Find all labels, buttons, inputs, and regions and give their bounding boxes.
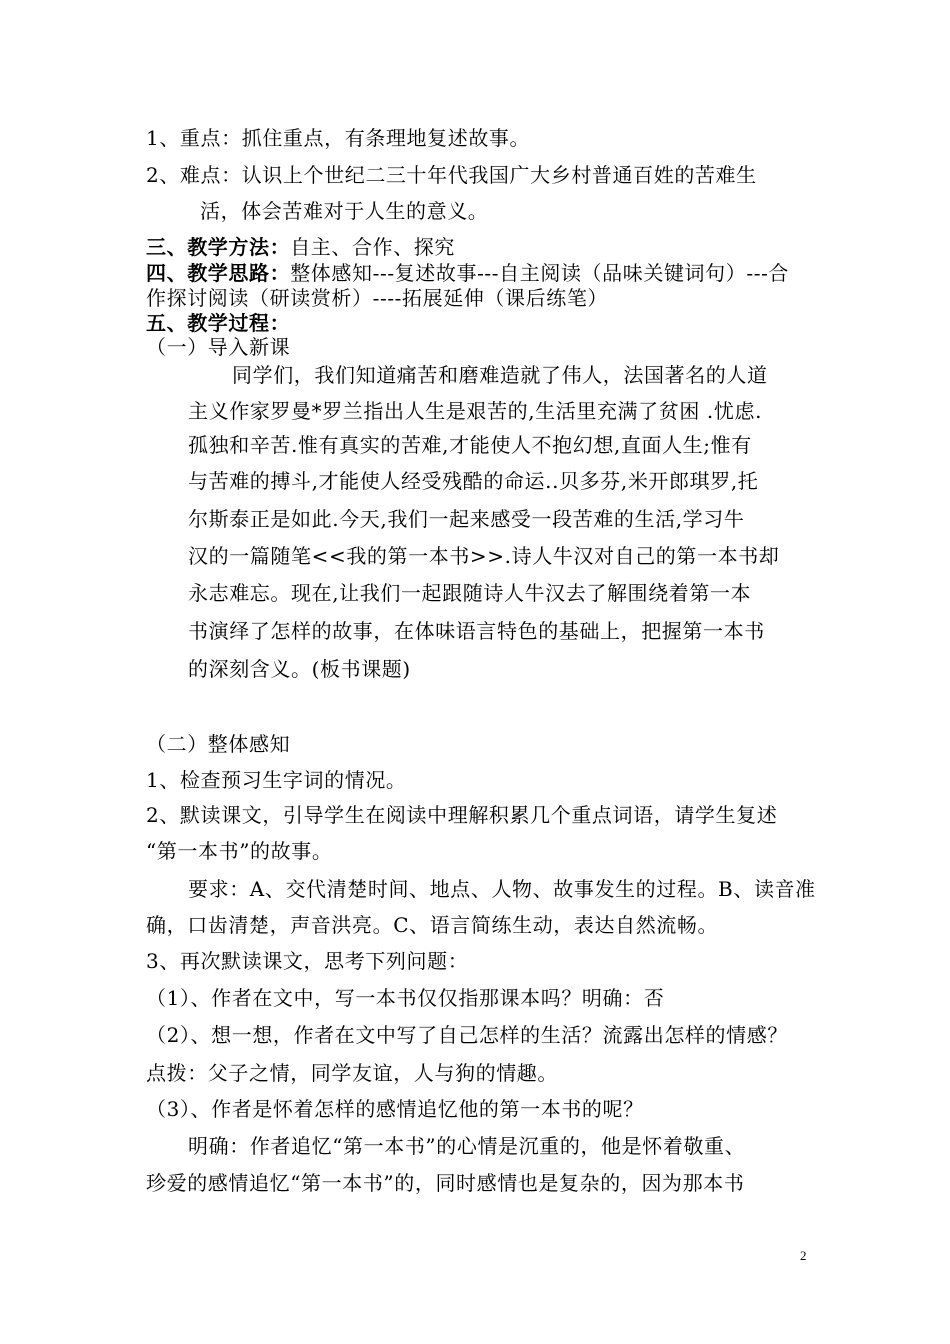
key-point-line: 1、重点：抓住重点，有条理地复述故事。 xyxy=(146,126,531,150)
step-three-line: 3、再次默读课文，思考下列问题： xyxy=(146,949,469,973)
intro-paragraph-line-7: 永志难忘。现在,让我们一起跟随诗人牛汉去了解围绕着第一本 xyxy=(188,581,752,605)
intro-paragraph-line-5: 尔斯泰正是如此.今天,我们一起来感受一段苦难的生活,学习牛 xyxy=(188,507,745,531)
teaching-approach-line xyxy=(146,260,789,286)
section-two-heading: （二）整体感知 xyxy=(146,732,291,756)
teaching-method-label: 三、教学方法： xyxy=(146,235,291,259)
question-three-line: （3）、作者是怀着怎样的感情追忆他的第一本书的呢？ xyxy=(146,1097,644,1121)
intro-paragraph-line-1: 同学们，我们知道痛苦和磨难造就了伟人，法国著名的人道 xyxy=(232,363,768,387)
intro-paragraph-line-4: 与苦难的搏斗,才能使人经受残酷的命运..贝多芬,米开郎琪罗,托 xyxy=(188,469,759,493)
step-two-continuation: “第一本书”的故事。 xyxy=(146,839,333,863)
intro-paragraph-line-8: 书演绎了怎样的故事，在体味语言特色的基础上，把握第一本书 xyxy=(188,619,765,643)
answer-line-2: 珍爱的感情追忆“第一本书”的，同时感情也是复杂的，因为那本书 xyxy=(146,1171,745,1195)
teaching-approach-body: 整体感知---复述故事---自主阅读（品味关键词句）---合 xyxy=(290,261,790,285)
teaching-method-line xyxy=(146,234,455,260)
step-one-line: 1、检查预习生字词的情况。 xyxy=(146,768,407,792)
page-number: 2 xyxy=(800,1248,807,1263)
teaching-process-heading: 五、教学过程： xyxy=(146,311,291,335)
requirements-line-1: 要求：A、交代清楚时间、地点、人物、故事发生的过程。B、读音准 xyxy=(188,877,816,901)
question-two-line: （2）、想一想，作者在文中写了自己怎样的生活？流露出怎样的情感？ xyxy=(146,1023,788,1047)
difficulty-line: 2、难点：认识上个世纪二三十年代我国广大乡村普通百姓的苦难生 xyxy=(146,163,757,187)
teaching-method-body: 自主、合作、探究 xyxy=(290,235,456,259)
intro-paragraph-line-6: 汉的一篇随笔<<我的第一本书>>.诗人牛汉对自己的第一本书却 xyxy=(188,544,780,568)
requirements-line-2: 确，口齿清楚，声音洪亮。C、语言简练生动，表达自然流畅。 xyxy=(146,913,719,937)
question-one-line: （1）、作者在文中，写一本书仅仅指那课本吗？明确：否 xyxy=(146,986,665,1010)
teaching-approach-label: 四、教学思路： xyxy=(146,261,291,285)
intro-paragraph-line-2: 主义作家罗曼*罗兰指出人生是艰苦的,生活里充满了贫困 .忧虑. xyxy=(188,399,763,423)
intro-paragraph-line-9: 的深刻含义。(板书课题) xyxy=(188,657,411,681)
teaching-approach-continuation: 作探讨阅读（研读赏析）----拓展延伸（课后练笔） xyxy=(146,286,609,310)
difficulty-continuation: 活，体会苦难对于人生的意义。 xyxy=(200,199,489,223)
section-one-heading: （一）导入新课 xyxy=(146,335,291,359)
hint-line: 点拨：父子之情，同学友谊，人与狗的情趣。 xyxy=(146,1061,558,1085)
answer-line-1: 明确：作者追忆“第一本书”的心情是沉重的，他是怀着敬重、 xyxy=(188,1134,746,1158)
intro-paragraph-line-3: 孤独和辛苦.惟有真实的苦难,才能使人不抱幻想,直面人生;惟有 xyxy=(188,433,752,457)
step-two-line: 2、默读课文，引导学生在阅读中理解积累几个重点词语，请学生复述 xyxy=(146,803,778,827)
